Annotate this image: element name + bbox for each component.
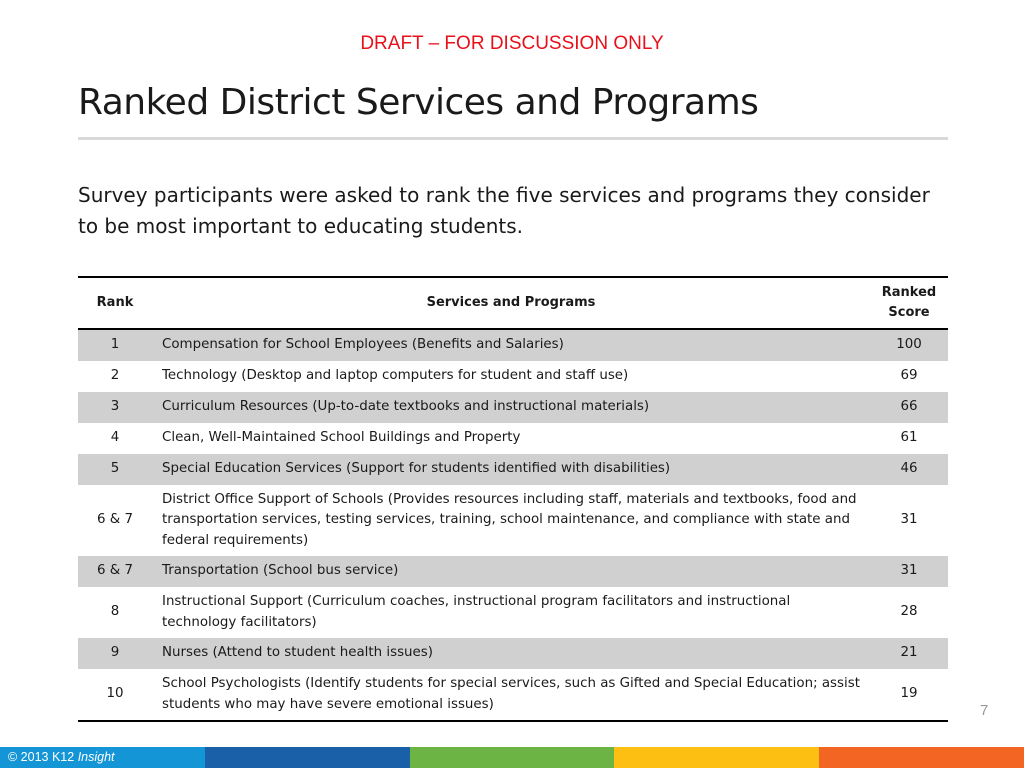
row-service: Technology (Desktop and laptop computers for student and staff use) [162, 368, 629, 384]
row-score: 61 [900, 430, 918, 446]
row-rank: 5 [78, 454, 152, 485]
row-rank: 2 [110, 368, 120, 384]
row-score: 21 [870, 638, 948, 669]
header-score [870, 277, 948, 329]
row-rank: 8 [110, 604, 120, 620]
row-score: 46 [870, 454, 948, 485]
table-row [78, 485, 948, 556]
row-rank: 10 [106, 686, 124, 702]
table-row [78, 454, 948, 485]
row-service: District Office Support of Schools (Provides resources including staff, materials and textbooks, food and transportation services, testing services, training, school maintenance, and compliance with state and federal requirements) [162, 491, 857, 548]
row-score: 19 [900, 686, 918, 702]
footer-color-bar [0, 747, 1024, 768]
row-service: Instructional Support (Curriculum coaches, instructional program facilitators and instructional technology facilitators) [162, 594, 791, 630]
row-score: 69 [900, 368, 918, 384]
row-rank: 6 & 7 [97, 512, 133, 528]
title-divider [78, 137, 948, 140]
row-rank: 1 [78, 329, 152, 361]
table-row [78, 587, 948, 638]
brand-name: Insight [77, 750, 115, 764]
row-score: 100 [870, 329, 948, 361]
row-service: Compensation for School Employees (Benefits and Salaries) [152, 329, 870, 361]
row-service: Transportation (School bus service) [152, 556, 870, 587]
footer-segment-3 [410, 747, 615, 768]
header-services: Services and Programs [152, 277, 870, 329]
row-rank: 3 [78, 392, 152, 423]
table-row [78, 638, 948, 669]
table-row [78, 392, 948, 423]
header-rank: Rank [78, 277, 152, 329]
row-service: Nurses (Attend to student health issues) [152, 638, 870, 669]
table-row [78, 423, 948, 454]
row-score: 66 [870, 392, 948, 423]
row-rank: 9 [78, 638, 152, 669]
row-service: Special Education Services (Support for students identified with disabilities) [152, 454, 870, 485]
draft-notice: DRAFT – FOR DISCUSSION ONLY [360, 33, 664, 54]
row-rank: 6 & 7 [78, 556, 152, 587]
copyright-notice [0, 747, 205, 768]
table-row [78, 329, 948, 361]
table-row [78, 361, 948, 392]
footer-segment-4 [614, 747, 819, 768]
page-number: 7 [980, 702, 989, 719]
row-service: School Psychologists (Identify students for special services, such as Gifted and Special Education; assist students who may have severe emotional issues) [162, 676, 860, 712]
row-score: 31 [870, 556, 948, 587]
ranked-services-table [78, 276, 948, 722]
copyright-text: © 2013 K12 [8, 750, 75, 764]
row-service: Clean, Well-Maintained School Buildings and Property [162, 430, 521, 446]
footer-segment-1 [0, 747, 205, 768]
row-rank: 4 [110, 430, 120, 446]
table-header-row [78, 277, 948, 329]
table-row [78, 556, 948, 587]
footer-segment-2 [205, 747, 410, 768]
row-score: 28 [900, 604, 918, 620]
row-service: Curriculum Resources (Up-to-date textbooks and instructional materials) [152, 392, 870, 423]
intro-text: Survey participants were asked to rank the five services and programs they consider to be most important to educating students. [78, 183, 930, 238]
row-score: 31 [900, 512, 918, 528]
page-title: Ranked District Services and Programs [78, 82, 759, 123]
footer-segment-5 [819, 747, 1024, 768]
header-score-label: Ranked Score [881, 285, 937, 320]
table-row [78, 669, 948, 721]
